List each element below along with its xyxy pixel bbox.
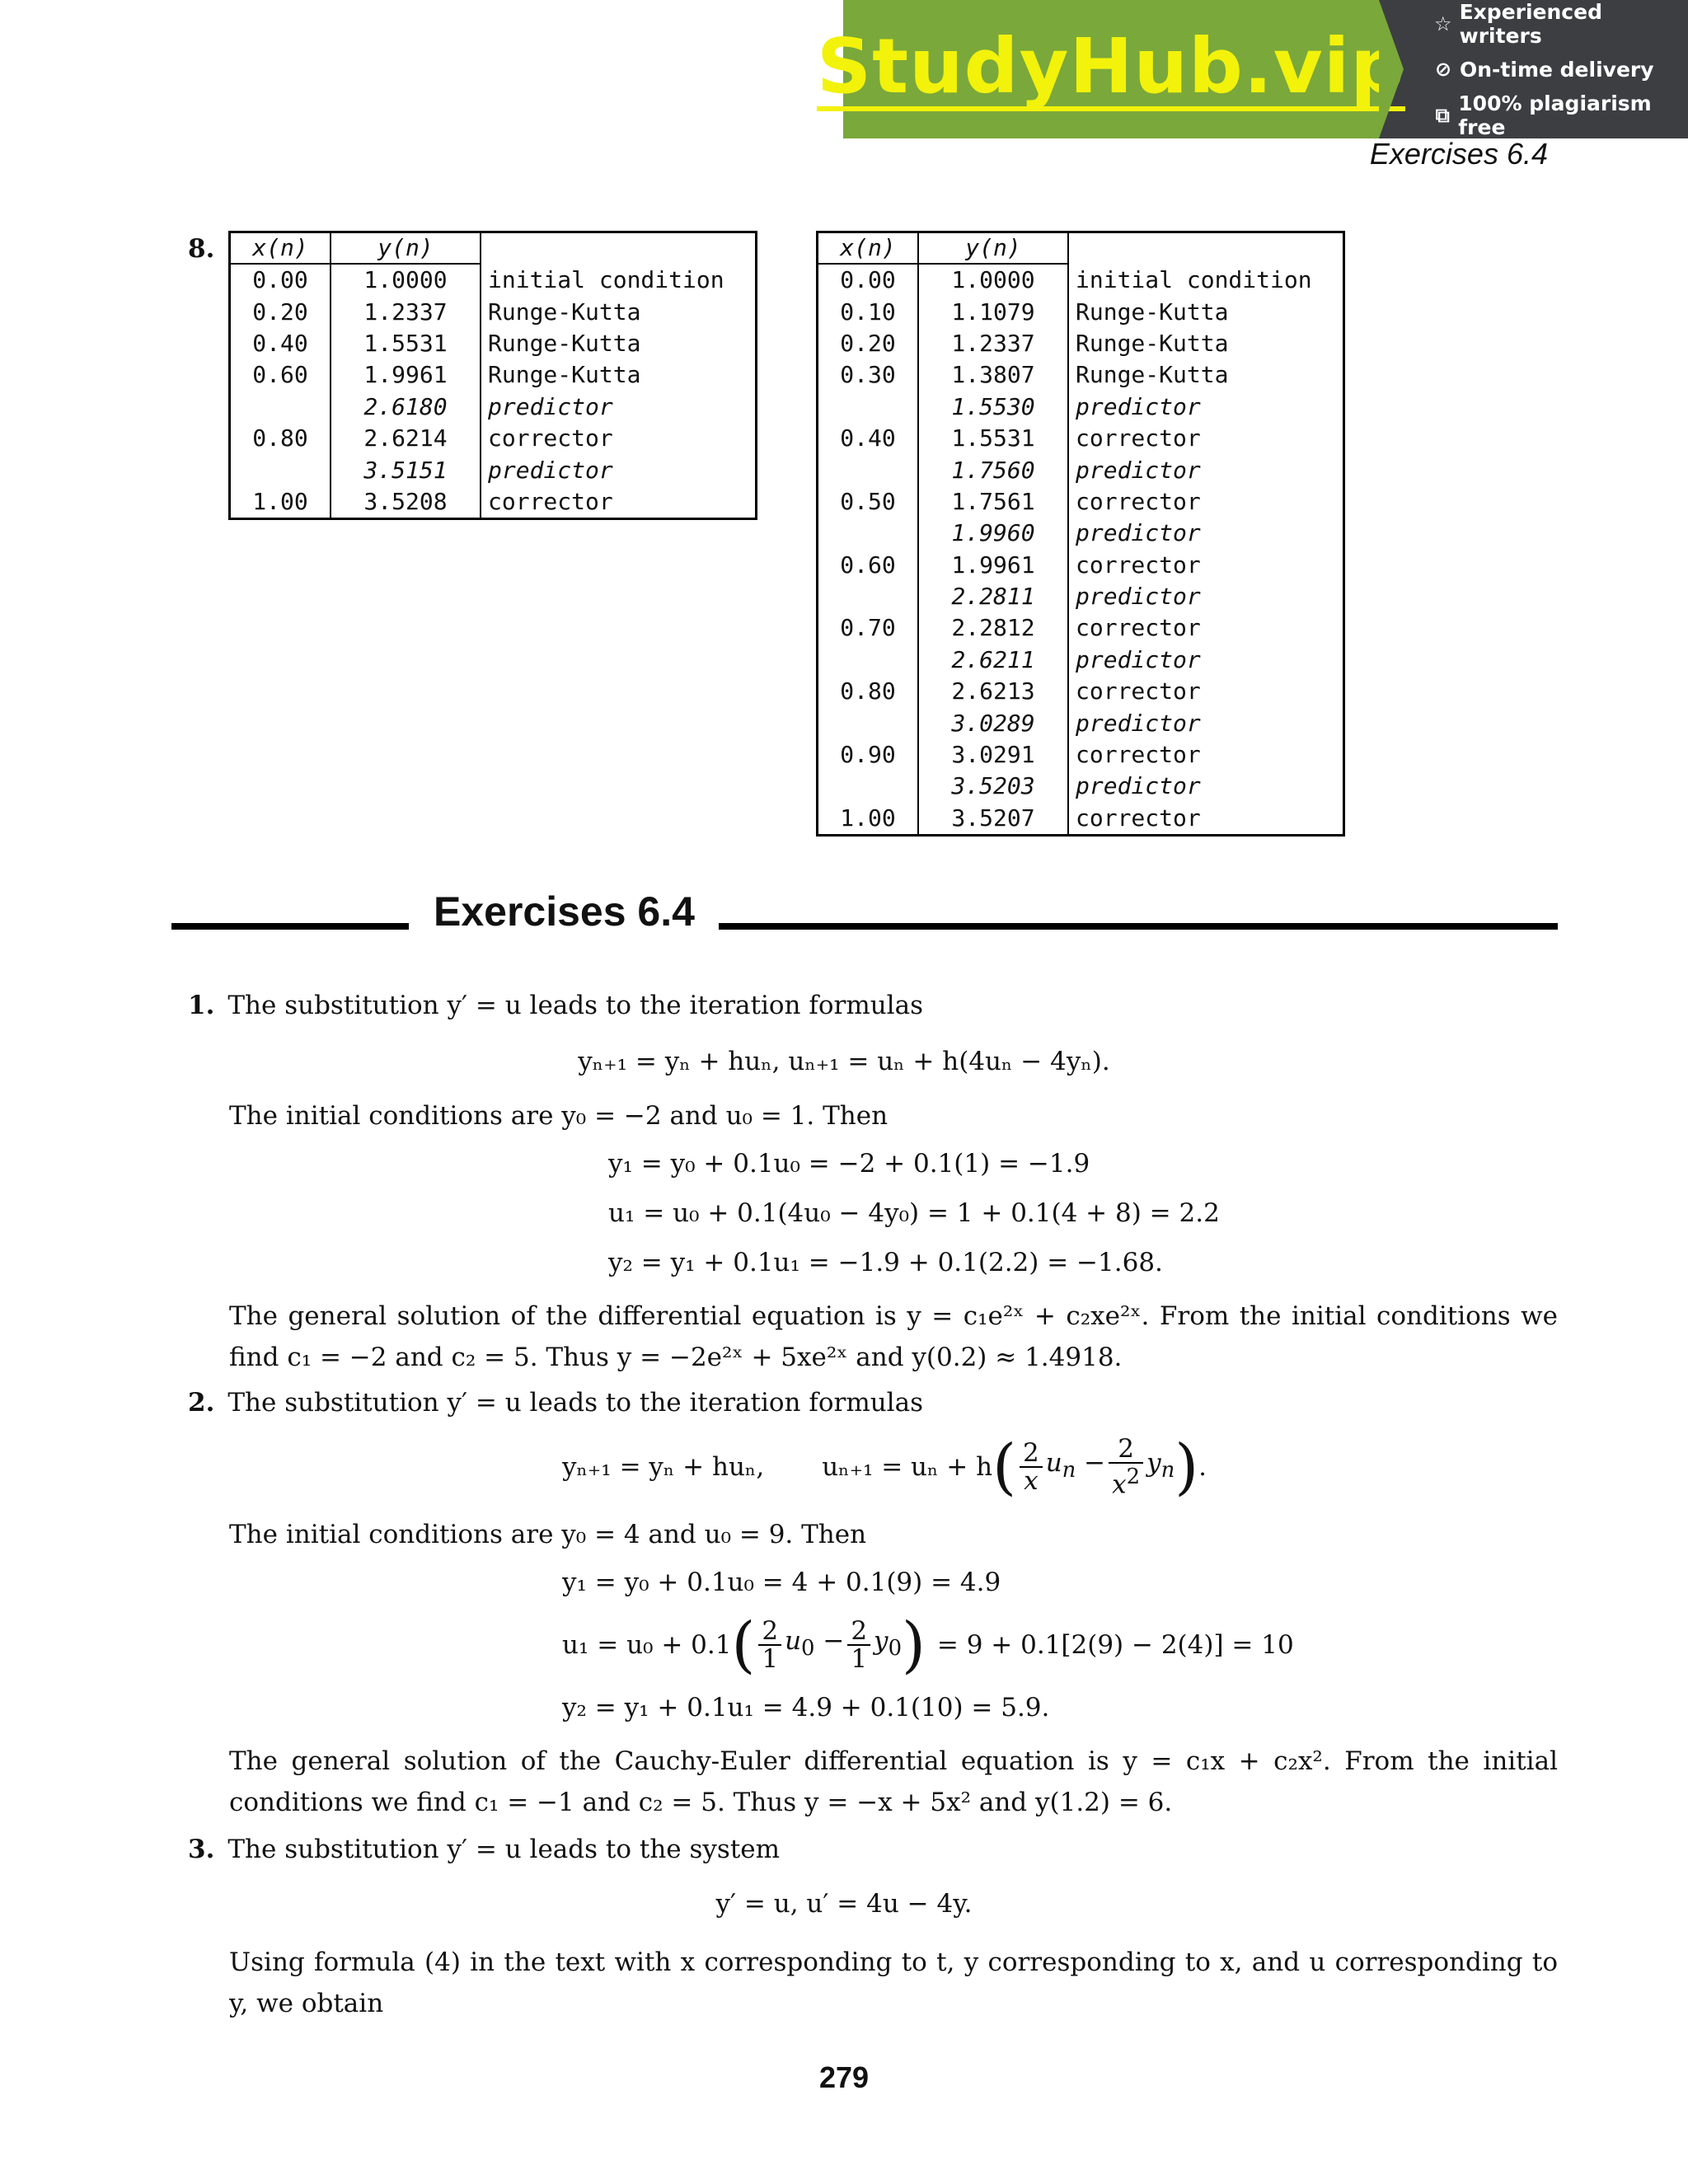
table-row: [230, 391, 757, 423]
cell-note: predictor: [1076, 519, 1201, 547]
table-row: [230, 296, 757, 327]
copy-icon: ⧉: [1435, 103, 1450, 127]
cell-x: 0.40: [230, 328, 331, 359]
cell-note: corrector: [1076, 804, 1201, 832]
cell-y: 2.2812: [918, 612, 1068, 644]
ex1-initial-conditions: The initial conditions are y₀ = −2 and u₀ = 1. Then: [229, 1101, 889, 1131]
table-row: [818, 296, 1344, 327]
feature-item: ⧉ 100% plagiarism free: [1433, 91, 1688, 139]
cell-note: corrector: [488, 487, 613, 515]
studyhub-logo: StudyHub.vip: [816, 22, 1406, 110]
column-header-note: [481, 232, 757, 265]
column-header-note: [1068, 232, 1344, 265]
cell-y: 1.5530: [918, 391, 1068, 423]
cell-note: predictor: [488, 456, 613, 484]
column-header-y: y(n): [331, 232, 481, 265]
ex2-step-3: y₂ = y₁ + 0.1u₁ = 4.9 + 0.1(10) = 5.9.: [562, 1693, 1050, 1722]
table-row: [818, 644, 1344, 676]
cell-note: Runge-Kutta: [1076, 329, 1229, 357]
column-header-x: x(n): [230, 232, 331, 265]
cell-x: 0.10: [818, 296, 919, 327]
cell-note: predictor: [1076, 583, 1201, 611]
cell-x: 1.00: [818, 803, 919, 836]
cell-y: 1.9961: [331, 359, 481, 391]
cell-y: 1.2337: [918, 328, 1068, 359]
table-header-row: [818, 232, 1344, 265]
cell-x: [818, 454, 919, 485]
cell-note: corrector: [1076, 551, 1201, 579]
ex1-step-3: y₂ = y₁ + 0.1u₁ = −1.9 + 0.1(2.2) = −1.68.: [608, 1248, 1163, 1277]
section-title: Exercises 6.4: [434, 888, 695, 935]
table-row: [230, 359, 757, 391]
cell-x: [818, 391, 919, 423]
cell-y: 2.6214: [331, 423, 481, 454]
cell-y: 3.0291: [918, 739, 1068, 771]
cell-x: 0.50: [818, 486, 919, 518]
cell-y: 3.5151: [331, 454, 481, 485]
feature-item: ☆ Experienced writers: [1434, 0, 1602, 48]
cell-note: initial condition: [1076, 265, 1312, 293]
heading-rule-right: [719, 923, 1558, 930]
table-row: [818, 739, 1344, 771]
cell-x: 0.20: [230, 296, 331, 327]
section-heading: [171, 888, 1558, 935]
cell-x: 0.60: [818, 550, 919, 581]
cell-y: 2.6213: [918, 676, 1068, 707]
table-row: [818, 264, 1344, 296]
cell-y: 3.5208: [331, 486, 481, 519]
ex1-step-1: y₁ = y₀ + 0.1u₀ = −2 + 0.1(1) = −1.9: [608, 1149, 1090, 1179]
ex2-initial-conditions: The initial conditions are y₀ = 4 and u₀ = 9. Then: [229, 1520, 867, 1549]
table-row: [818, 612, 1344, 644]
cell-x: [818, 771, 919, 802]
page-number: 279: [818, 2060, 870, 2094]
cell-note: predictor: [1076, 392, 1201, 420]
cell-note: Runge-Kutta: [1076, 361, 1229, 389]
table-row: [818, 550, 1344, 581]
cell-note: corrector: [1076, 424, 1201, 452]
cell-x: [230, 454, 331, 485]
cell-y: 1.0000: [918, 264, 1068, 296]
table-header-row: [230, 232, 757, 265]
table-row: [818, 676, 1344, 707]
table-row: [818, 707, 1344, 738]
ex2-general-solution: The general solution of the Cauchy-Euler differential equation is y = c₁x + c₂x². From the initial conditions we find c₁ = −1 and c₂ = 5. Thus y = −x + 5x² and y(1.2) = 6.: [229, 1746, 1558, 1817]
table-row: [230, 486, 757, 519]
ex1-intro: 1. The substitution y′ = u leads to the iteration formulas: [188, 991, 923, 1020]
cell-x: [818, 581, 919, 612]
cell-y: 1.7560: [918, 454, 1068, 485]
cell-note: corrector: [1076, 677, 1201, 705]
cell-y: 1.5531: [331, 328, 481, 359]
cell-y: 1.0000: [331, 264, 481, 296]
cell-note: predictor: [1076, 645, 1201, 673]
ex3-system: y′ = u, u′ = 4u − 4y.: [715, 1889, 973, 1919]
table-row: [818, 803, 1344, 836]
cell-x: [818, 707, 919, 738]
ex2-step-2: u₁ = u₀ + 0.1 ( $\frac{2}{1}$ $u_0$ − $\frac{2}{1}$ $y_0$ ) = 9 + 0.1[2(9) − 2(4)] = 10: [562, 1610, 1294, 1680]
cell-x: 0.70: [818, 612, 919, 644]
cell-y: 1.3807: [918, 359, 1068, 391]
table-row: [230, 454, 757, 485]
cell-x: 0.90: [818, 739, 919, 771]
running-head: Exercises 6.4: [1369, 137, 1548, 171]
results-table-h01: [816, 231, 1345, 837]
problem-number: 8.: [188, 234, 215, 264]
cell-note: Runge-Kutta: [488, 329, 641, 357]
table-row: [818, 359, 1344, 391]
table-row: [818, 771, 1344, 802]
cell-y: 1.9961: [918, 550, 1068, 581]
ex1-formula: yₙ₊₁ = yₙ + huₙ, uₙ₊₁ = uₙ + h(4uₙ − 4yₙ).: [578, 1047, 1110, 1076]
ex1-general-solution: The general solution of the differential equation is y = c₁e²ˣ + c₂xe²ˣ. From the initial conditions we find c₁ = −2 and c₂ = 5. Thus y = −2e²ˣ + 5xe²ˣ and y(0.2) ≈ 1.4918.: [229, 1301, 1558, 1372]
cell-x: 0.80: [818, 676, 919, 707]
advert-banner[interactable]: [816, 0, 1688, 139]
clock-icon: ⊘: [1434, 58, 1452, 81]
table-row: [818, 454, 1344, 485]
table-row: [230, 264, 757, 296]
cell-x: [818, 518, 919, 549]
cell-note: predictor: [488, 392, 613, 420]
ex2-formula: yₙ₊₁ = yₙ + huₙ, uₙ₊₁ = uₙ + h ( $\frac{2}{x}$ $u_n$ − $\frac{2}{x^2}$ $y_n$ ) .: [562, 1432, 1207, 1502]
cell-x: 0.00: [230, 264, 331, 296]
cell-x: [818, 644, 919, 676]
table-row: [230, 423, 757, 454]
cell-note: Runge-Kutta: [488, 361, 641, 389]
cell-x: 0.20: [818, 328, 919, 359]
cell-note: corrector: [1076, 741, 1201, 769]
table-row: [818, 581, 1344, 612]
cell-x: [230, 391, 331, 423]
banner-features: [1379, 0, 1688, 138]
cell-note: corrector: [1076, 487, 1201, 515]
ex3-text: Using formula (4) in the text with x corresponding to t, y corresponding to x, and u corresponding to y, we obtain: [229, 1947, 1558, 2018]
cell-x: 1.00: [230, 486, 331, 519]
table-row: [818, 328, 1344, 359]
cell-y: 3.0289: [918, 707, 1068, 738]
column-header-y: y(n): [918, 232, 1068, 265]
cell-y: 1.9960: [918, 518, 1068, 549]
cell-y: 1.2337: [331, 296, 481, 327]
cell-note: Runge-Kutta: [1076, 298, 1229, 326]
table-row: [818, 391, 1344, 423]
column-header-x: x(n): [818, 232, 919, 265]
cell-note: Runge-Kutta: [488, 298, 641, 326]
results-table-h02: [228, 231, 757, 520]
cell-note: corrector: [488, 424, 613, 452]
cell-note: predictor: [1076, 772, 1201, 800]
cell-y: 3.5203: [918, 771, 1068, 802]
cell-x: 0.30: [818, 359, 919, 391]
cell-y: 2.6211: [918, 644, 1068, 676]
table-row: [818, 423, 1344, 454]
cell-y: 2.6180: [331, 391, 481, 423]
table-row: [818, 518, 1344, 549]
cell-note: corrector: [1076, 614, 1201, 642]
cell-y: 1.7561: [918, 486, 1068, 518]
cell-x: 0.40: [818, 423, 919, 454]
feature-item: ⊘ On-time delivery: [1434, 57, 1654, 82]
cell-note: initial condition: [488, 265, 724, 293]
ex2-step-1: y₁ = y₀ + 0.1u₀ = 4 + 0.1(9) = 4.9: [562, 1568, 1001, 1597]
cell-y: 1.5531: [918, 423, 1068, 454]
cell-x: 0.80: [230, 423, 331, 454]
ex3-intro: 3. The substitution y′ = u leads to the system: [188, 1835, 781, 1864]
star-icon: ☆: [1434, 12, 1452, 35]
heading-rule-left: [171, 923, 409, 930]
cell-y: 2.2811: [918, 581, 1068, 612]
cell-y: 3.5207: [918, 803, 1068, 836]
cell-x: 0.00: [818, 264, 919, 296]
table-row: [818, 486, 1344, 518]
cell-y: 1.1079: [918, 296, 1068, 327]
ex1-step-2: u₁ = u₀ + 0.1(4u₀ − 4y₀) = 1 + 0.1(4 + 8) = 2.2: [608, 1198, 1220, 1228]
cell-x: 0.60: [230, 359, 331, 391]
ex2-intro: 2. The substitution y′ = u leads to the iteration formulas: [188, 1388, 923, 1418]
cell-note: predictor: [1076, 709, 1201, 737]
banner-logo-area: [816, 0, 1406, 138]
table-row: [230, 328, 757, 359]
cell-note: predictor: [1076, 456, 1201, 484]
